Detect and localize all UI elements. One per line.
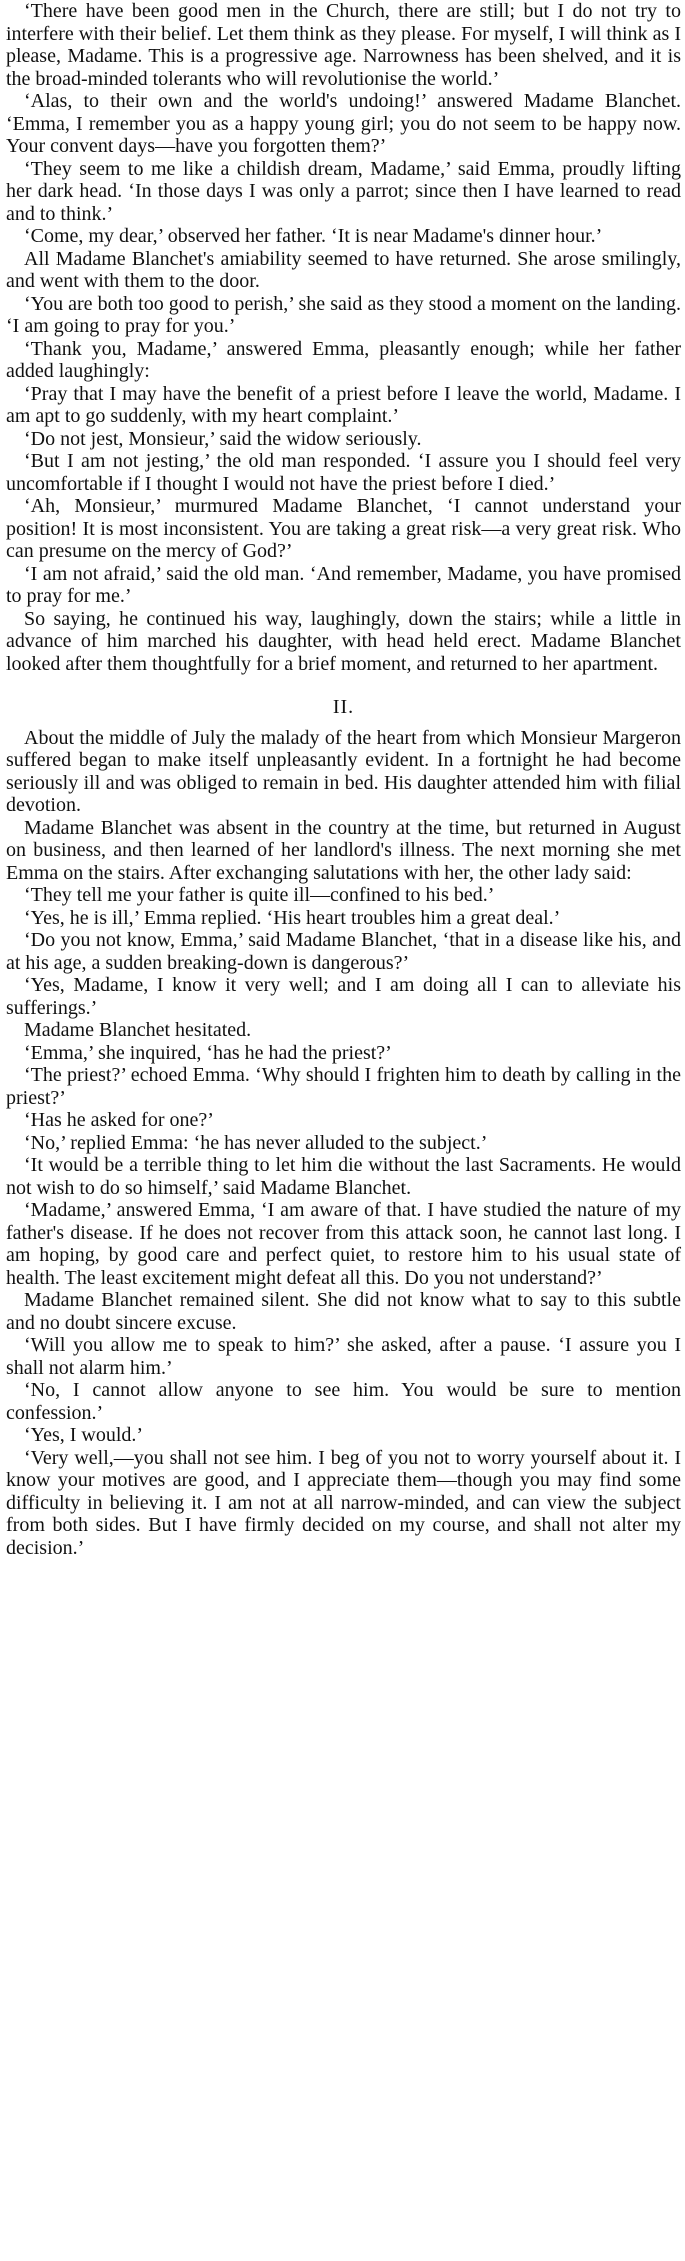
paragraph: All Madame Blanchet's amiability seemed to have returned. She arose smilingly, and went with them to the door.	[6, 247, 681, 292]
paragraph: ‘But I am not jesting,’ the old man responded. ‘I assure you I should feel very uncomfortable if I thought I would not have the priest before I died.’	[6, 450, 681, 495]
paragraph: ‘They seem to me like a childish dream, Madame,’ said Emma, proudly lifting her dark head. ‘In those days I was only a parrot; since then I have learned to read and to think.’	[6, 157, 681, 225]
article-part-one	[6, 0, 681, 675]
paragraph: ‘Very well,—you shall not see him. I beg of you not to worry yourself about it. I know your motives are good, and I appreciate them—though you may find some difficulty in believing it. I am not at all narrow-minded, and can view the subject from both sides. But I have firmly decided on my course, and shall not alter my decision.’	[6, 1446, 681, 1559]
section-heading: II.	[332, 696, 355, 718]
paragraph: ‘Ah, Monsieur,’ murmured Madame Blanchet, ‘I cannot understand your position! It is most inconsistent. You are taking a great risk—a very great risk. Who can presume on the mercy of God?’	[6, 495, 681, 562]
paragraph: ‘Pray that I may have the benefit of a priest before I leave the world, Madame. I am apt to go suddenly, with my heart complaint.’	[6, 382, 681, 427]
paragraph: ‘Madame,’ answered Emma, ‘I am aware of that. I have studied the nature of my father's disease. If he does not recover from this attack soon, he cannot last long. I am hoping, by good care and perfect quiet, to restore him to his usual state of health. The least excitement might defeat all this. Do you not understand?’	[6, 1199, 681, 1289]
paragraph: ‘No, I cannot allow anyone to see him. You would be sure to mention confession.’	[6, 1379, 681, 1424]
paragraph: ‘Come, my dear,’ observed her father. ‘It is near Madame's dinner hour.’	[24, 225, 603, 247]
paragraph: ‘It would be a terrible thing to let him die without the last Sacraments. He would not wish to do so himself,’ said Madame Blanchet.	[6, 1154, 681, 1199]
article-part-two	[6, 727, 681, 1560]
paragraph: Madame Blanchet hesitated.	[24, 1019, 252, 1041]
paragraph: ‘Emma,’ she inquired, ‘has he had the priest?’	[24, 1041, 392, 1064]
paragraph: Madame Blanchet was absent in the country at the time, but returned in August on business, and then learned of her landlord's illness. The next morning she met Emma on the stairs. After exchanging salutations with her, the other lady said:	[6, 816, 681, 884]
paragraph: ‘They tell me your father is quite ill—confined to his bed.’	[24, 884, 495, 906]
paragraph: ‘Has he asked for one?’	[24, 1109, 214, 1131]
paragraph: ‘No,’ replied Emma: ‘he has never alluded to the subject.’	[24, 1131, 488, 1154]
paragraph: ‘Will you allow me to speak to him?’ she asked, after a pause. ‘I assure you I shall not alarm him.’	[6, 1334, 681, 1379]
paragraph: So saying, he continued his way, laughingly, down the stairs; while a little in advance of him marched his daughter, with head held erect. Madame Blanchet looked after them thoughtfully for a brief moment, and returned to her apartment.	[6, 607, 681, 675]
paragraph: ‘Yes, I would.’	[24, 1424, 144, 1446]
paragraph: ‘I am not afraid,’ said the old man. ‘And remember, Madame, you have promised to pray for me.’	[6, 562, 681, 607]
paragraph: Madame Blanchet remained silent. She did not know what to say to this subtle and no doubt sincere excuse.	[6, 1289, 681, 1334]
paragraph: ‘The priest?’ echoed Emma. ‘Why should I frighten him to death by calling in the priest?’	[6, 1064, 681, 1109]
paragraph: ‘You are both too good to perish,’ she said as they stood a moment on the landing. ‘I am going to pray for you.’	[6, 292, 681, 337]
paragraph: ‘Alas, to their own and the world's undoing!’ answered Madame Blanchet. ‘Emma, I remember you as a happy young girl; you do not seem to be happy now. Your convent days—have you forgotten them?’	[6, 90, 681, 157]
paragraph: About the middle of July the malady of the heart from which Monsieur Margeron suffered began to make itself unpleasantly evident. In a fortnight he had become seriously ill and was obliged to remain in bed. His daughter attended him with filial devotion.	[6, 726, 681, 816]
paragraph: ‘There have been good men in the Church, there are still; but I do not try to interfere with their belief. Let them think as they please. For myself, I will think as I please, Madame. This is a progressive age. Narrowness has been shelved, and it is the broad-minded tolerants who will revolutionise the world.’	[6, 0, 681, 90]
paragraph: ‘Do you not know, Emma,’ said Madame Blanchet, ‘that in a disease like his, and at his age, a sudden breaking-down is dangerous?’	[6, 929, 681, 974]
paragraph: ‘Do not jest, Monsieur,’ said the widow seriously.	[24, 427, 422, 450]
paragraph: ‘Thank you, Madame,’ answered Emma, pleasantly enough; while her father added laughingly:	[6, 337, 681, 382]
paragraph: ‘Yes, Madame, I know it very well; and I am doing all I can to alleviate his sufferings.’	[6, 974, 681, 1019]
paragraph: ‘Yes, he is ill,’ Emma replied. ‘His heart troubles him a great deal.’	[24, 906, 561, 929]
